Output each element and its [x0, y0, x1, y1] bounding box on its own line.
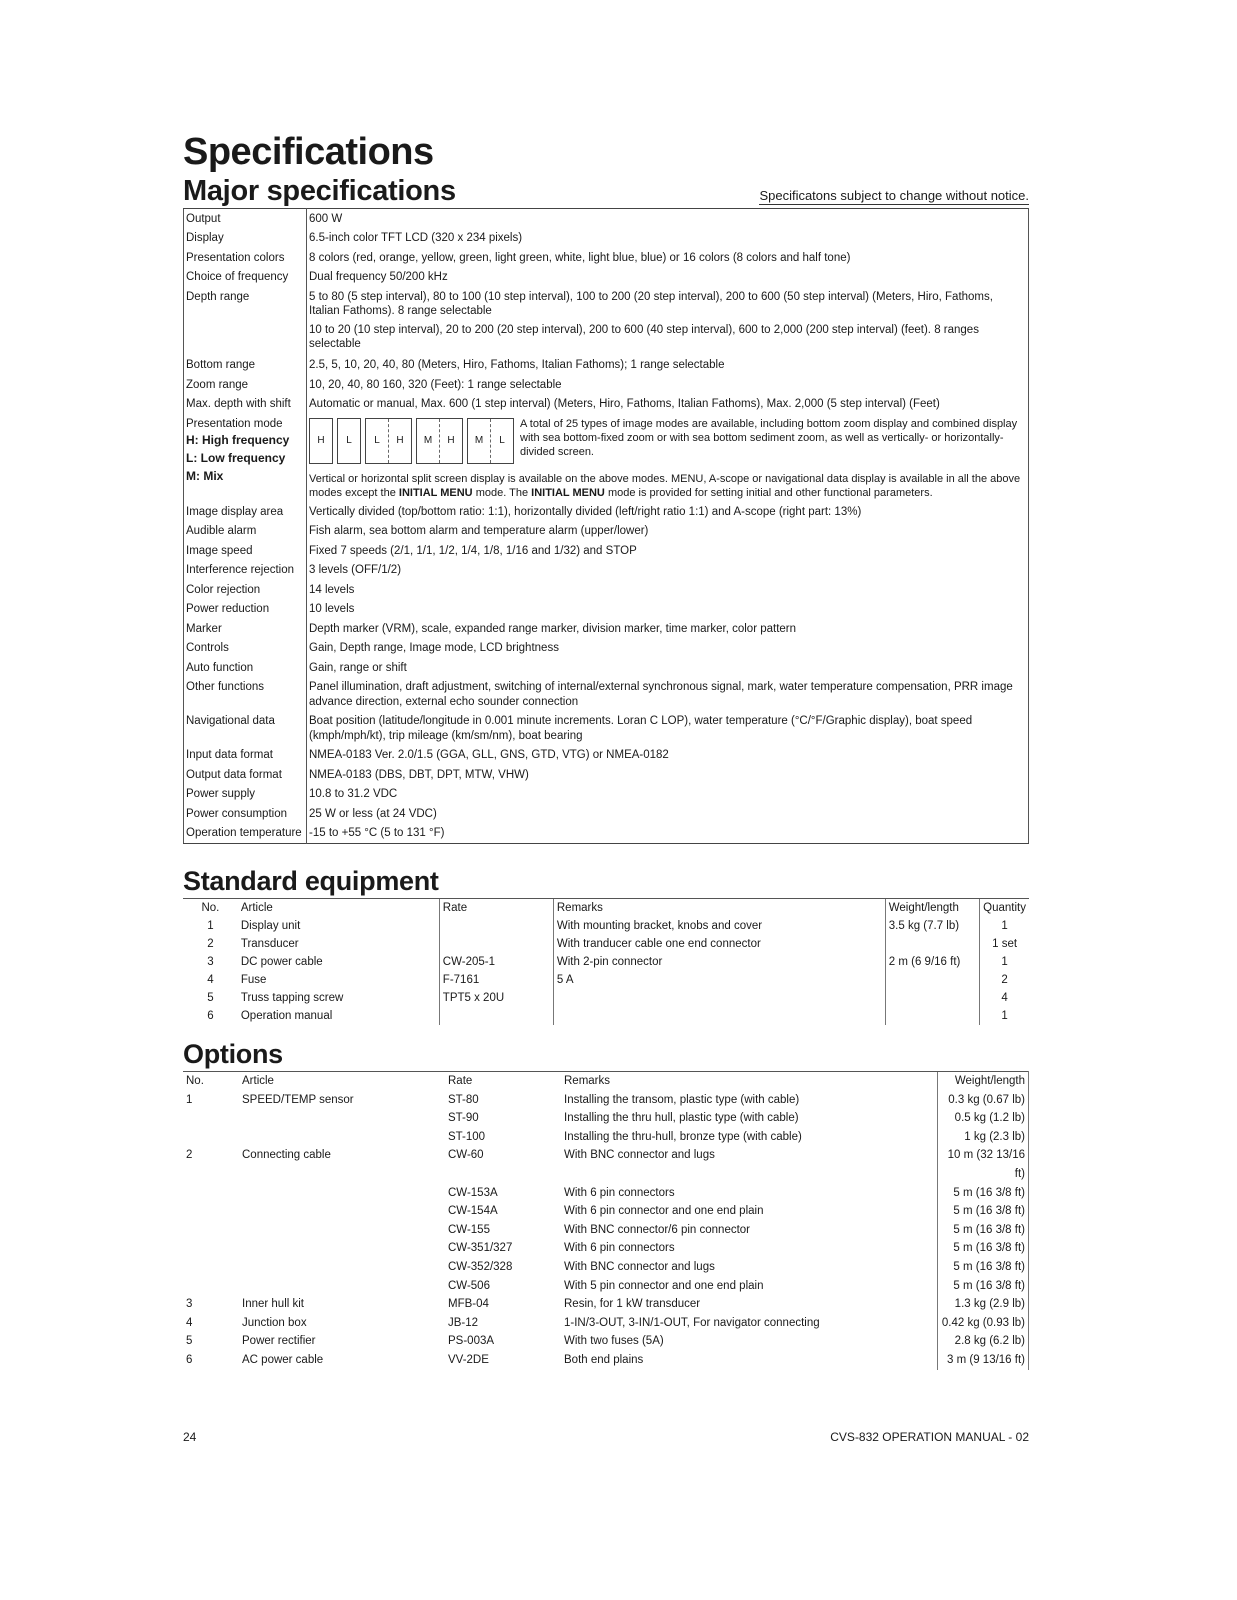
spec-value	[307, 248, 1029, 268]
spec-value	[307, 356, 1029, 376]
major-specs-heading: Major specifications	[183, 175, 456, 207]
spec-key: Marker	[184, 619, 307, 639]
option-cell: Installing the transom, plastic type (with cable)	[564, 1093, 800, 1106]
equipment-cell: 1	[980, 1007, 1029, 1025]
page-content	[183, 130, 1029, 1370]
spec-row	[184, 712, 1029, 746]
option-cell: 0.3 kg (0.67 lb)	[938, 1091, 1029, 1110]
mode-box-label: M	[423, 434, 433, 446]
options-section	[183, 1037, 1029, 1370]
spec-value	[307, 824, 1029, 844]
option-row	[183, 1202, 1029, 1221]
option-cell: With BNC connector and lugs	[564, 1149, 715, 1162]
col-header: Weight/length	[938, 1072, 1029, 1091]
col-header: Quantity	[980, 899, 1029, 918]
equipment-cell	[553, 1007, 885, 1025]
option-cell: 1	[186, 1093, 193, 1106]
option-cell	[183, 1109, 239, 1128]
spec-row-presentation-mode	[184, 414, 1029, 502]
spec-key: Presentation mode	[186, 417, 283, 430]
option-cell: 5	[186, 1335, 193, 1348]
option-cell: AC power cable	[242, 1353, 324, 1366]
spec-value	[307, 580, 1029, 600]
spec-value-text: Gain, Depth range, Image mode, LCD brightness	[309, 642, 559, 654]
spec-value-text: Dual frequency 50/200 kHz	[309, 271, 448, 283]
option-cell: 1 kg (2.3 lb)	[938, 1128, 1029, 1147]
equipment-cell: With tranducer cable one end connector	[553, 935, 885, 953]
mode-box-label: H	[439, 419, 462, 463]
spec-value-text: 25 W or less (at 24 VDC)	[309, 807, 437, 820]
option-cell	[239, 1109, 445, 1128]
spec-row	[184, 658, 1029, 678]
equipment-cell: 3	[207, 956, 214, 968]
manual-name: CVS-832 OPERATION MANUAL - 02	[830, 1430, 1029, 1444]
spec-key: Output data format	[184, 765, 307, 785]
equipment-cell	[439, 1007, 553, 1025]
spec-key: Display	[184, 229, 307, 249]
equipment-cell: DC power cable	[240, 956, 323, 968]
spec-key: Image speed	[184, 541, 307, 561]
option-cell	[239, 1239, 445, 1258]
equipment-cell: 2	[207, 938, 214, 950]
equipment-cell: F-7161	[439, 971, 553, 989]
option-cell: ST-80	[448, 1093, 479, 1106]
spec-value-text: -15 to +55 °C (5 to 131 °F)	[309, 827, 445, 839]
note-text: Vertical or horizontal split screen display is available on the above modes. MENU, A-scope or navigational data display is available in all the above modes except the	[309, 472, 1021, 499]
mode-box-label: H	[317, 434, 325, 446]
equipment-cell: With mounting bracket, knobs and cover	[553, 917, 885, 935]
spec-value-text: Fixed 7 speeds (2/1, 1/1, 1/2, 1/4, 1/8, 1/16 and 1/32) and STOP	[309, 544, 637, 557]
spec-key: Controls	[184, 639, 307, 659]
option-cell	[183, 1128, 239, 1147]
spec-value	[307, 287, 1029, 356]
option-cell: 5 m (16 3/8 ft)	[938, 1239, 1029, 1258]
option-row	[183, 1351, 1029, 1370]
spec-value	[307, 375, 1029, 395]
spec-value-text: 14 levels	[309, 583, 355, 596]
col-header: Remarks	[561, 1072, 938, 1091]
spec-row	[184, 678, 1029, 712]
equipment-row	[183, 989, 1029, 1007]
spec-value-text: Automatic or manual, Max. 600 (1 step interval) (Meters, Hiro, Fathoms, Italian Fathoms), Max. 2,000 (5 step interval) (Feet)	[309, 398, 940, 410]
equipment-cell	[439, 935, 553, 953]
spec-value-text: Boat position (latitude/longitude in 0.001 minute increments. Loran C LOP), water temperature (°C/°F/Graphic display), boat speed (kmph/mph/kt), trip mileage (km/sm/nm), boat bearing	[309, 715, 973, 742]
option-cell: 5 m (16 3/8 ft)	[938, 1184, 1029, 1203]
option-row	[183, 1221, 1029, 1240]
option-cell: Power rectifier	[242, 1335, 316, 1348]
spec-key: Auto function	[184, 658, 307, 678]
option-cell	[183, 1277, 239, 1296]
spec-value-text: Vertically divided (top/bottom ratio: 1:1), horizontally divided (left/right ratio 1:1) and A-scope (right part: 13%)	[309, 505, 862, 518]
option-cell	[183, 1184, 239, 1203]
spec-key: Input data format	[184, 746, 307, 766]
option-cell: Both end plains	[564, 1353, 644, 1366]
option-cell: With 6 pin connector and one end plain	[564, 1205, 764, 1218]
equipment-cell: 4	[207, 974, 214, 986]
equipment-cell	[553, 989, 885, 1007]
option-row	[183, 1128, 1029, 1147]
option-cell: CW-351/327	[448, 1242, 513, 1255]
option-cell: ST-90	[448, 1112, 479, 1125]
spec-row	[184, 356, 1029, 376]
spec-row	[184, 600, 1029, 620]
option-cell: 10 m (32 13/16 ft)	[938, 1146, 1029, 1183]
spec-row	[184, 824, 1029, 844]
spec-key: Power consumption	[184, 804, 307, 824]
option-cell: 0.5 kg (1.2 lb)	[938, 1109, 1029, 1128]
spec-row	[184, 804, 1029, 824]
option-row	[183, 1277, 1029, 1296]
spec-row	[184, 268, 1029, 288]
spec-value-text: Fish alarm, sea bottom alarm and temperature alarm (upper/lower)	[309, 525, 649, 537]
equipment-cell: 1	[207, 920, 214, 932]
option-cell	[239, 1202, 445, 1221]
equipment-row	[183, 953, 1029, 971]
equipment-cell: CW-205-1	[439, 953, 553, 971]
spec-value-text: 8 colors (red, orange, yellow, green, light green, white, light blue, blue) or 16 colors (8 colors and half tone)	[309, 251, 851, 264]
option-cell: 1-IN/3-OUT, 3-IN/1-OUT, For navigator connecting	[564, 1316, 820, 1329]
mode-box-label: L	[346, 434, 352, 446]
standard-equipment-heading: Standard equipment	[183, 866, 439, 896]
spec-value	[307, 561, 1029, 581]
spec-value-text: 5 to 80 (5 step interval), 80 to 100 (10 step interval), 100 to 200 (20 step interval), 200 to 600 (50 step interval) (Meters, Hiro, Fathoms, Italian Fathoms). 8 range selectable	[309, 290, 993, 317]
option-cell: 5 m (16 3/8 ft)	[938, 1221, 1029, 1240]
spec-value	[307, 639, 1029, 659]
mode-description: A total of 25 types of image modes are available, including bottom zoom display and combined display with sea bottom-fixed zoom or with sea bottom sediment zoom, as well as vertically- or horizontally-divided screen.	[520, 417, 1018, 458]
spec-row	[184, 522, 1029, 542]
note-text: mode. The	[472, 486, 532, 499]
equipment-row	[183, 935, 1029, 953]
option-cell: CW-60	[448, 1149, 484, 1162]
spec-value	[307, 502, 1029, 522]
equipment-cell: Operation manual	[240, 1010, 333, 1022]
option-row	[183, 1258, 1029, 1277]
spec-value	[307, 765, 1029, 785]
spec-key: Color rejection	[184, 580, 307, 600]
option-row	[183, 1295, 1029, 1314]
standard-equipment-table	[183, 898, 1029, 1025]
note-text: mode is provided for setting initial and other functional parameters.	[604, 486, 933, 499]
equipment-cell	[439, 917, 553, 935]
option-row	[183, 1109, 1029, 1128]
change-notice: Specificatons subject to change without notice.	[759, 188, 1029, 203]
option-cell: CW-506	[448, 1279, 490, 1292]
equipment-cell	[885, 989, 979, 1007]
option-cell	[239, 1221, 445, 1240]
equipment-cell: Display unit	[240, 920, 301, 932]
spec-key: Audible alarm	[184, 522, 307, 542]
spec-value-text: Panel illumination, draft adjustment, switching of internal/external synchronous signal, mark, water temperature compensation, PRR image advance direction, external echo sounder connection	[309, 681, 1013, 708]
spec-row	[184, 375, 1029, 395]
equipment-cell: TPT5 x 20U	[439, 989, 553, 1007]
col-header: Remarks	[553, 899, 885, 918]
spec-key: Operation temperature	[184, 824, 307, 844]
option-cell: SPEED/TEMP sensor	[242, 1093, 354, 1106]
option-cell: With 5 pin connector and one end plain	[564, 1279, 764, 1292]
spec-value-text: 10, 20, 40, 80 160, 320 (Feet): 1 range selectable	[309, 378, 562, 391]
option-cell: With BNC connector/6 pin connector	[564, 1223, 751, 1236]
page-title: Specifications	[183, 131, 434, 173]
option-cell: Installing the thru-hull, bronze type (with cable)	[564, 1130, 802, 1143]
mode-box-label: L	[490, 419, 513, 463]
option-cell: 1.3 kg (2.9 lb)	[938, 1295, 1029, 1314]
spec-row	[184, 619, 1029, 639]
spec-value-text: Gain, range or shift	[309, 661, 407, 674]
option-cell: With 6 pin connectors	[564, 1242, 675, 1255]
spec-row	[184, 395, 1029, 415]
spec-value	[307, 658, 1029, 678]
option-cell	[183, 1239, 239, 1258]
option-cell	[239, 1258, 445, 1277]
spec-row	[184, 561, 1029, 581]
spec-value-text: 10.8 to 31.2 VDC	[309, 788, 398, 800]
mode-box-label: H	[388, 419, 411, 463]
col-header: No.	[183, 899, 238, 918]
equipment-row	[183, 971, 1029, 989]
equipment-cell: 2 m (6 9/16 ft)	[885, 953, 979, 971]
option-cell	[183, 1221, 239, 1240]
option-cell: PS-003A	[448, 1335, 495, 1348]
spec-row	[184, 229, 1029, 249]
equipment-cell: 5 A	[553, 971, 885, 989]
equipment-cell	[885, 1007, 979, 1025]
presentation-modes	[309, 417, 1026, 464]
option-cell	[239, 1128, 445, 1147]
option-cell: Junction box	[242, 1316, 307, 1329]
spec-row	[184, 639, 1029, 659]
spec-key: Choice of frequency	[184, 268, 307, 288]
option-cell: 5 m (16 3/8 ft)	[938, 1277, 1029, 1296]
spec-key: Interference rejection	[184, 561, 307, 581]
spec-key: Presentation colors	[184, 248, 307, 268]
option-cell: 5 m (16 3/8 ft)	[938, 1258, 1029, 1277]
col-header: Article	[239, 1072, 445, 1091]
spec-value-text: Depth marker (VRM), scale, expanded range marker, division marker, time marker, color pattern	[309, 622, 797, 635]
col-header: Article	[238, 899, 439, 918]
legend-high: H: High frequency	[186, 433, 290, 447]
equipment-cell: With 2-pin connector	[553, 953, 885, 971]
option-cell: CW-352/328	[448, 1260, 513, 1273]
option-cell: MFB-04	[448, 1298, 489, 1311]
spec-row	[184, 541, 1029, 561]
mode-note	[309, 472, 1026, 500]
equipment-cell: 5	[207, 992, 214, 1004]
spec-row	[184, 765, 1029, 785]
option-cell: 2	[186, 1149, 193, 1162]
mode-box-label: M	[474, 434, 484, 446]
equipment-cell	[885, 971, 979, 989]
option-cell: CW-153A	[448, 1186, 498, 1199]
mode-box	[467, 418, 514, 464]
mode-diagram	[309, 418, 514, 464]
mode-box	[416, 418, 463, 464]
spec-value	[307, 712, 1029, 746]
spec-row	[184, 248, 1029, 268]
page-footer	[183, 1430, 1029, 1444]
option-cell: 3	[186, 1298, 193, 1311]
spec-row	[184, 287, 1029, 356]
spec-value	[307, 268, 1029, 288]
equipment-cell: 4	[980, 989, 1029, 1007]
spec-key: Depth range	[184, 287, 307, 356]
option-cell: 3 m (9 13/16 ft)	[938, 1351, 1029, 1370]
spec-value-text: NMEA-0183 (DBS, DBT, DPT, MTW, VHW)	[309, 768, 529, 781]
equipment-cell: 6	[207, 1010, 214, 1022]
option-cell: With two fuses (5A)	[564, 1335, 664, 1348]
option-cell: 5 m (16 3/8 ft)	[938, 1202, 1029, 1221]
option-cell: 2.8 kg (6.2 lb)	[938, 1332, 1029, 1351]
option-cell: 0.42 kg (0.93 lb)	[938, 1314, 1029, 1333]
equipment-cell	[885, 935, 979, 953]
standard-equipment-section	[183, 864, 1029, 1025]
option-cell: Inner hull kit	[242, 1298, 305, 1311]
option-cell	[239, 1184, 445, 1203]
spec-value-text: 10 to 20 (10 step interval), 20 to 200 (20 step interval), 200 to 600 (40 step interval), 600 to 2,000 (200 step interval) (feet). 8 ranges selectable	[309, 323, 979, 350]
option-cell: Resin, for 1 kW transducer	[564, 1298, 701, 1311]
option-cell: With 6 pin connectors	[564, 1186, 675, 1199]
option-cell: JB-12	[448, 1316, 479, 1329]
option-cell	[183, 1258, 239, 1277]
mode-box	[365, 418, 412, 464]
spec-value	[307, 522, 1029, 542]
col-header: No.	[183, 1072, 239, 1091]
equipment-cell: Transducer	[240, 938, 299, 950]
col-header: Rate	[439, 899, 553, 918]
spec-value-text: NMEA-0183 Ver. 2.0/1.5 (GGA, GLL, GNS, GTD, VTG) or NMEA-0182	[309, 749, 669, 761]
spec-value-text: 10 levels	[309, 603, 355, 615]
spec-row	[184, 785, 1029, 805]
spec-key: Zoom range	[184, 375, 307, 395]
spec-value	[307, 229, 1029, 249]
spec-key: Navigational data	[184, 712, 307, 746]
page-number: 24	[183, 1430, 197, 1444]
option-cell: CW-154A	[448, 1205, 498, 1218]
option-row	[183, 1184, 1029, 1203]
option-cell: VV-2DE	[448, 1353, 489, 1366]
spec-value	[307, 209, 1029, 229]
option-cell: Installing the thru hull, plastic type (with cable)	[564, 1112, 799, 1125]
spec-key: Image display area	[184, 502, 307, 522]
option-row	[183, 1091, 1029, 1110]
spec-value	[307, 619, 1029, 639]
note-menu-name: INITIAL MENU	[531, 486, 605, 499]
spec-row	[184, 580, 1029, 600]
spec-key: Power supply	[184, 785, 307, 805]
option-row	[183, 1239, 1029, 1258]
mode-box	[337, 418, 361, 464]
option-row	[183, 1332, 1029, 1351]
spec-value	[307, 678, 1029, 712]
spec-key: Other functions	[184, 678, 307, 712]
spec-value	[307, 600, 1029, 620]
option-row	[183, 1314, 1029, 1333]
legend-mix: M: Mix	[186, 469, 224, 483]
spec-value	[307, 804, 1029, 824]
spec-value	[307, 541, 1029, 561]
note-menu-name: INITIAL MENU	[398, 486, 473, 499]
option-cell: With BNC connector and lugs	[564, 1260, 715, 1273]
col-header: Weight/length	[885, 899, 979, 918]
spec-value-text: 3 levels (OFF/1/2)	[309, 564, 402, 576]
equipment-cell: 2	[980, 971, 1029, 989]
major-specs-header	[183, 174, 1029, 208]
equipment-cell: 3.5 kg (7.7 lb)	[885, 917, 979, 935]
equipment-cell: 1 set	[980, 935, 1029, 953]
option-row	[183, 1146, 1029, 1183]
equipment-row	[183, 917, 1029, 935]
spec-key: Bottom range	[184, 356, 307, 376]
option-cell: CW-155	[448, 1223, 490, 1236]
spec-key: Output	[184, 209, 307, 229]
mode-box	[309, 418, 333, 464]
equipment-cell: Truss tapping screw	[240, 992, 344, 1004]
spec-value-text: 600 W	[309, 212, 343, 225]
spec-value-text: 6.5-inch color TFT LCD (320 x 234 pixels)	[309, 232, 523, 244]
equipment-cell: Fuse	[240, 974, 267, 986]
spec-row	[184, 502, 1029, 522]
major-specs-table	[183, 208, 1029, 844]
option-cell: ST-100	[448, 1130, 486, 1143]
option-cell: 6	[186, 1353, 193, 1366]
spec-row	[184, 209, 1029, 229]
options-heading: Options	[183, 1039, 283, 1069]
option-cell	[239, 1277, 445, 1296]
col-header: Rate	[445, 1072, 561, 1091]
option-cell: Connecting cable	[242, 1149, 331, 1162]
option-cell: 4	[186, 1316, 193, 1329]
spec-key: Max. depth with shift	[184, 395, 307, 415]
legend-low: L: Low frequency	[186, 451, 286, 465]
equipment-row	[183, 1007, 1029, 1025]
spec-value-text: 2.5, 5, 10, 20, 40, 80 (Meters, Hiro, Fathoms, Italian Fathoms); 1 range selectable	[309, 359, 725, 371]
option-cell	[183, 1202, 239, 1221]
spec-key: Power reduction	[184, 600, 307, 620]
equipment-cell: 1	[980, 917, 1029, 935]
mode-box-label: L	[374, 434, 380, 446]
equipment-cell: 1	[980, 953, 1029, 971]
options-table	[183, 1071, 1029, 1370]
spec-value	[307, 746, 1029, 766]
spec-row	[184, 746, 1029, 766]
spec-value	[307, 395, 1029, 415]
spec-value	[307, 785, 1029, 805]
